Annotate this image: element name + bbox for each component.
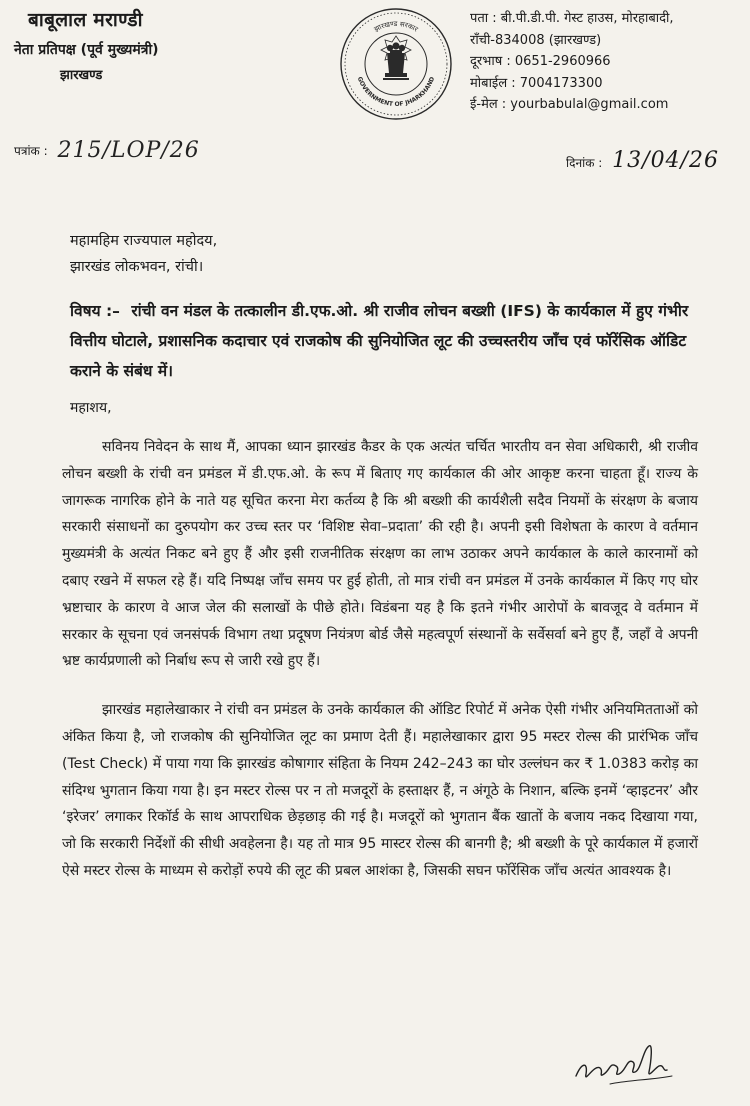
date-label: दिनांक : [566,156,603,170]
sender-title: नेता प्रतिपक्ष (पूर्व मुख्यमंत्री) [14,42,159,58]
recipient-line-2: झारखंड लोकभवन, रांची। [70,259,204,275]
reference-value: 215/LOP/26 [57,138,200,163]
emblem-top-text: झारखण्ड सरकार [372,19,420,34]
reference-number [14,138,200,163]
email-address: ई-मेल : yourbabulal@gmail.com [470,97,669,112]
letter-body [62,434,698,885]
address-line-2: राँची-834008 (झारखण्ड) [470,32,602,48]
sender-state: झारखण्ड [60,68,103,83]
body-paragraph: सविनय निवेदन के साथ मैं, आपका ध्यान झारखंड कैडर के एक अत्यंत चर्चित भारतीय वन सेवा अधिकारी, श्री राजीव लोचन बख्शी के रांची वन प्रमंडल में डी.एफ.ओ. के रूप में बिताए गए कार्यकाल की ओर आकृष्ट करना चाहता हूँ। राज्य के जागरूक नागरिक होने के नाते यह सूचित करना मेरा कर्तव्य है कि श्री बख्शी की कार्यशैली सदैव नियमों के संरक्षण के बजाय सरकारी संसाधनों का दुरुपयोग कर उच्च स्तर पर ‘विशिष्ट सेवा–प्रदाता’ की रही है। अपनी इसी विशेषता के कारण वे वर्तमान मुख्यमंत्री के अत्यंत निकट बने हुए हैं और इसी राजनीतिक संरक्षण का लाभ उठाकर अपने कार्यकाल के काले कारनामों को दबाए रखने में सफल रहे हैं। यदि निष्पक्ष जाँच समय पर हुई होती, तो मात्र रांची वन प्रमंडल में उनके कार्यकाल में किए गए घोर भ्रष्टाचार के कारण वे आज जेल की सलाखों के पीछे होते। विडंबना यह है कि इतने गंभीर आरोपों के बावजूद वे वर्तमान में सरकार के सूचना एवं जनसंपर्क विभाग तथा प्रदूषण नियंत्रण बोर्ड जैसे महत्वपूर्ण संस्थानों के सर्वेसर्वा बने हुए हैं, जहाँ वे अपनी भ्रष्ट कार्यप्रणाली को निर्बाध रूप से जारी रखे हुए हैं। [62,439,698,670]
recipient-address [70,228,217,280]
salutation: महाशय, [70,400,112,416]
sender-name: बाबूलाल मराण्डी [28,9,143,31]
date-value: 13/04/26 [612,148,719,173]
emblem-bottom-text: GOVERNMENT OF JHARKHAND [355,75,437,109]
subject-text: रांची वन मंडल के तत्कालीन डी.एफ.ओ. श्री राजीव लोचन बख्शी (IFS) के कार्यकाल में हुए गंभीर वित्तीय घोटाले, प्रशासनिक कदाचार एवं राजकोष की सुनियोजित लूट की उच्चस्तरीय जाँच एवं फॉरेंसिक ऑडिट कराने के संबंध में। [70,302,689,380]
body-paragraph: झारखंड महालेखाकार ने रांची वन प्रमंडल के उनके कार्यकाल की ऑडिट रिपोर्ट में अनेक ऐसी गंभीर अनियमितताओं को अंकित किया है, जो राजकोष की सुनियोजित लूट का प्रमाण देती हैं। महालेखाकार द्वारा 95 मस्टर रोल्स की प्रारंभिक जाँच (Test Check) में पाया गया कि झारखंड कोषागार संहिता के नियम 242–243 का घोर उल्लंघन कर ₹ 1.0383 करोड़ का संदिग्ध भुगतान किया गया है। इन मस्टर रोल्स पर न तो मजदूरों के हस्ताक्षर हैं, न अंगूठे के निशान, बल्कि इनमें ‘व्हाइटनर’ और ‘इरेजर’ लगाकर रिकॉर्ड के साथ आपराधिक छेड़छाड़ की गई है। मजदूरों को भुगतान बैंक खातों के बजाय नकद दिखाया गया, जो कि सरकारी निर्देशों की सीधी अवहेलना है। यह तो मात्र 95 मास्टर रोल्स की बानगी है; श्री बख्शी के पूरे कार्यकाल में हजारों ऐसे मस्टर रोल्स के माध्यम से करोड़ों रुपये की लूट की प्रबल आशंका है, जिसकी सघन फॉरेंसिक जाँच अत्यंत आवश्यक है। [62,702,698,879]
letterhead-contact [470,8,674,116]
subject-block [70,296,702,386]
address-line-1: पता : बी.पी.डी.पी. गेस्ट हाउस, मोरहाबादी, [470,11,674,26]
letterhead-left [14,6,159,83]
letter-date [566,148,719,173]
signature-icon [570,1032,690,1092]
subject-label: विषय :– [70,302,120,320]
recipient-line-1: महामहिम राज्यपाल महोदय, [70,233,218,249]
phone-number: दूरभाष : 0651-2960966 [470,54,611,69]
reference-label: पत्रांक : [14,144,48,158]
mobile-number: मोबाईल : 7004173300 [470,75,603,91]
state-emblem-icon [338,6,454,122]
